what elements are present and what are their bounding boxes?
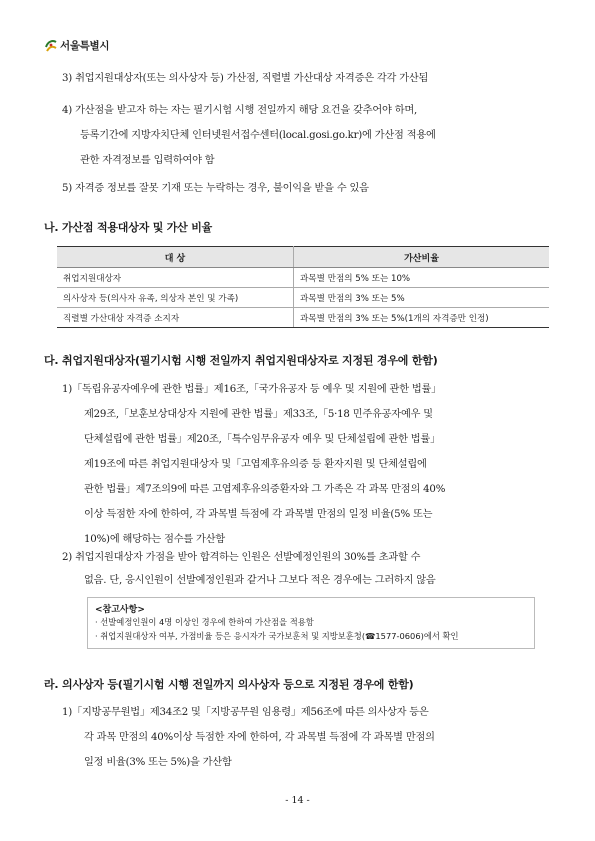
reference-item-2: · 취업지원대상자 여부, 가점비율 등은 응시자가 국가보훈처 및 지방보훈청(☎1577-0606)에서 확인 (95, 631, 459, 641)
rates-table (57, 246, 549, 328)
section-na-heading: 나. 가산점 적용대상자 및 가산 비율 (44, 221, 213, 234)
ra-item1-line1: 1)「지방공무원법」제34조2 및「지방공무원 임용령」제56조에 따른 의사상자 등은 (62, 707, 429, 718)
seoul-logo-icon (44, 39, 58, 53)
table-cell: 직렬별 가산대상 자격증 소지자 (57, 308, 294, 328)
table-row (57, 288, 549, 308)
da-item1-line6: 이상 득점한 자에 한하여, 각 과목별 득점에 각 과목별 만점의 일정 비율(5% 또는 (84, 509, 433, 520)
section-ra-heading: 라. 의사상자 등(필기시험 시행 전일까지 의사상자 등으로 지정된 경우에 한함) (44, 678, 414, 691)
table-row (57, 308, 549, 328)
table-header-target: 대 상 (57, 247, 294, 268)
list-item-4-line3: 관한 자격정보를 입력하여야 함 (80, 155, 215, 166)
reference-item-1: · 선발예정인원이 4명 이상인 경우에 한하여 가산점을 적용함 (95, 617, 314, 627)
da-item2-line2: 없음. 단, 응시인원이 선발예정인원과 같거나 그보다 적은 경우에는 그러하지 않음 (84, 575, 436, 586)
da-item1-line5: 관한 법률」제7조의9에 따른 고엽제후유의증환자와 그 가족은 각 과목 만점의 40% (84, 484, 446, 495)
table-cell: 과목별 만점의 3% 또는 5%(1개의 자격증만 인정) (294, 308, 550, 328)
da-item1-line2: 제29조,「보훈보상대상자 지원에 관한 법률」제33조,「5·18 민주유공자예우 및 (84, 409, 433, 420)
ra-item1-line2: 각 과목 만점의 40%이상 득점한 자에 한하여, 각 과목별 득점에 각 과목별 만점의 (84, 732, 435, 743)
reference-box (87, 597, 535, 649)
da-item2-line1: 2) 취업지원대상자 가점을 받아 합격하는 인원은 선발예정인원의 30%를 초과할 수 (62, 552, 421, 563)
reference-title: <참고사항> (95, 605, 145, 615)
org-name: 서울특별시 (60, 40, 110, 52)
ra-item1-line3: 일정 비율(3% 또는 5%)을 가산함 (84, 757, 232, 768)
list-item-4-line2: 등록기간에 지방자치단체 인터넷원서접수센터(local.gosi.go.kr)에 가산점 적용에 (80, 130, 436, 141)
page-number: - 14 - (285, 795, 310, 806)
table-header-rate: 가산비율 (294, 247, 550, 268)
da-item1-line7: 10%)에 해당하는 점수를 가산함 (84, 534, 225, 545)
list-item-4-line1: 4) 가산점을 받고자 하는 자는 필기시험 시행 전일까지 해당 요건을 갖추어야 하며, (62, 105, 418, 116)
da-item1-line4: 제19조에 따른 취업지원대상자 및「고엽제후유의증 등 환자지원 및 단체설립에 (84, 459, 427, 470)
da-item1-line3: 단체설립에 관한 법률」제20조,「특수임무유공자 예우 및 단체설립에 관한 법률」 (84, 434, 441, 445)
table-cell: 과목별 만점의 5% 또는 10% (294, 268, 550, 288)
list-item-3: 3) 취업지원대상자(또는 의사상자 등) 가산점, 직렬별 가산대상 자격증은 각각 가산됨 (62, 73, 429, 84)
table-header-row (57, 247, 549, 268)
table-cell: 과목별 만점의 3% 또는 5% (294, 288, 550, 308)
da-item1-line1: 1)「독립유공자예우에 관한 법률」제16조,「국가유공자 등 예우 및 지원에 관한 법률」 (62, 384, 442, 395)
seoul-logo (44, 38, 109, 53)
table-cell: 의사상자 등(의사자 유족, 의상자 본인 및 가족) (57, 288, 294, 308)
list-item-5: 5) 자격증 정보를 잘못 기재 또는 누락하는 경우, 불이익을 받을 수 있음 (62, 183, 369, 194)
table-cell: 취업지원대상자 (57, 268, 294, 288)
table-row (57, 268, 549, 288)
section-da-heading: 다. 취업지원대상자(필기시험 시행 전일까지 취업지원대상자로 지정된 경우에 한함) (44, 354, 438, 367)
